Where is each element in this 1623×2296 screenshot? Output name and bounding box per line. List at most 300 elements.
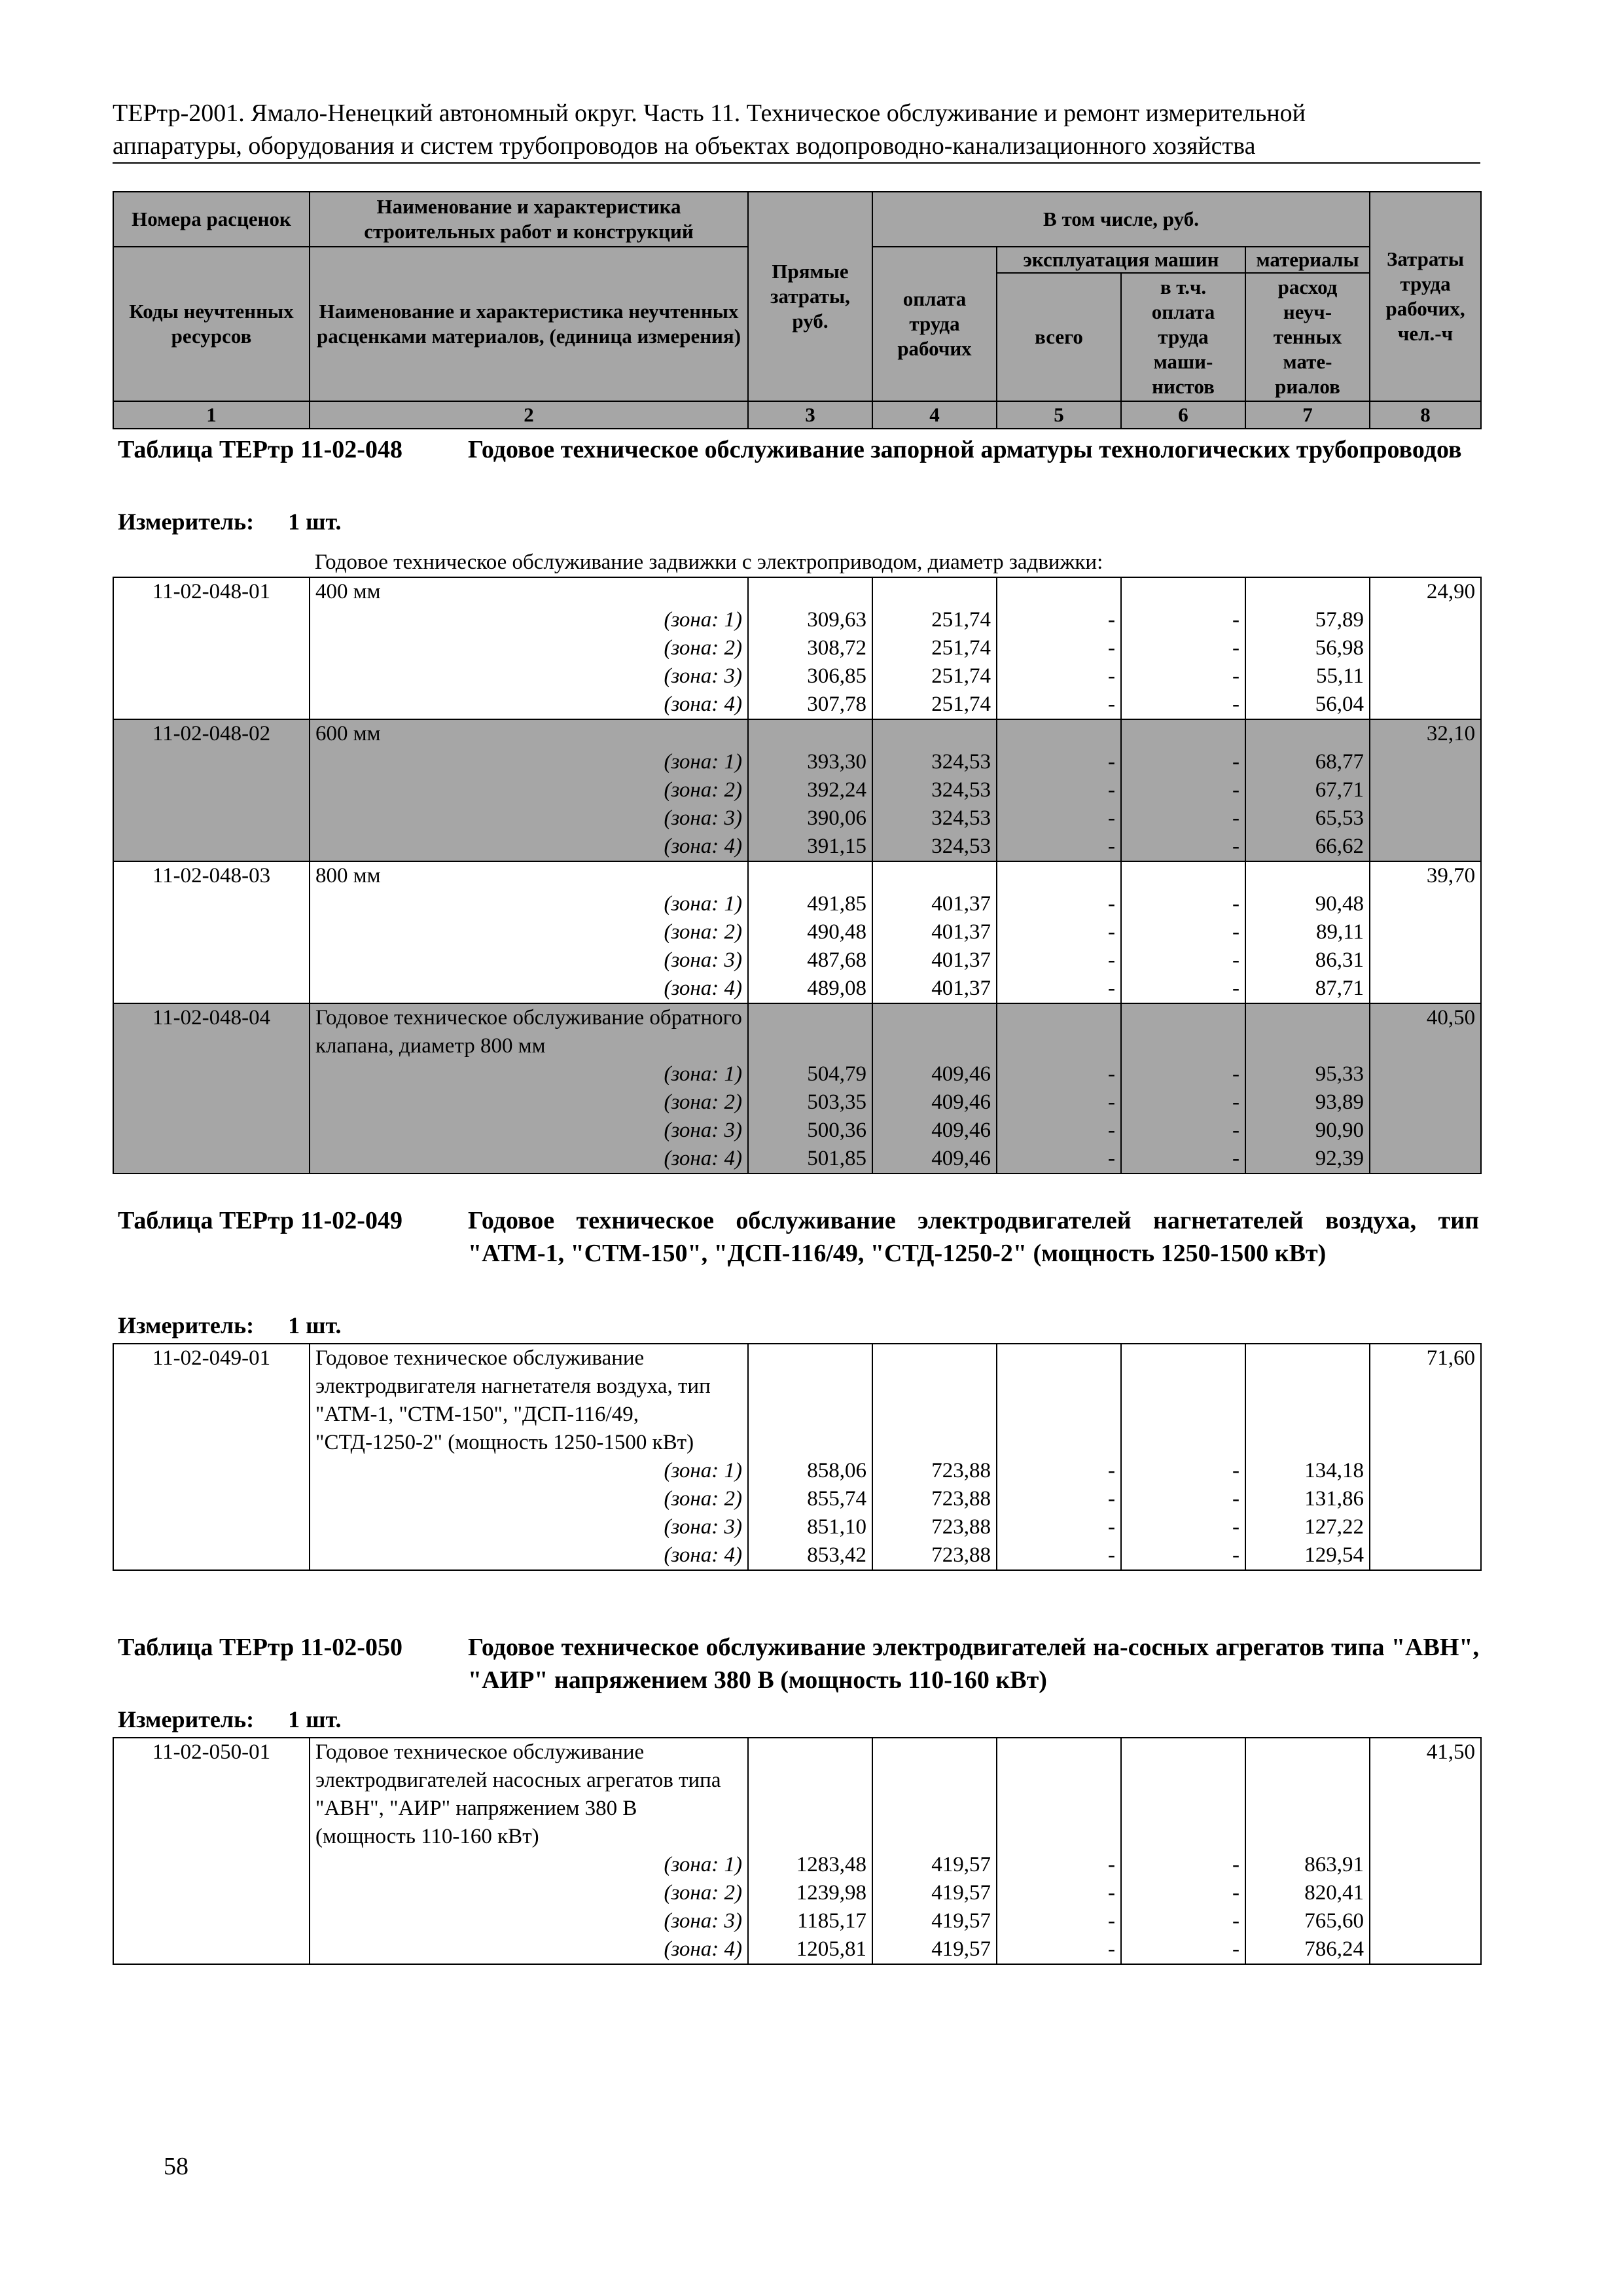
wage-cost: 409,46 — [872, 1088, 997, 1117]
wage-cost: 324,53 — [872, 804, 997, 833]
material-cost: 55,11 — [1245, 662, 1370, 691]
col-header-resource-codes: Коды неучтенных ресурсов — [113, 247, 310, 401]
material-cost: 90,90 — [1245, 1117, 1370, 1145]
rate-name: 600 мм — [310, 719, 748, 748]
table-cell — [1370, 975, 1481, 1003]
col-header-machines: эксплуатация машин — [997, 247, 1245, 273]
table-cell — [113, 890, 310, 918]
table-cell — [1370, 1088, 1481, 1117]
table-row — [113, 577, 1481, 606]
table-row — [113, 719, 1481, 748]
material-cost: 57,89 — [1245, 606, 1370, 634]
table-cell — [872, 861, 997, 890]
col-num: 5 — [997, 401, 1121, 429]
machine-total: - — [997, 1851, 1121, 1879]
table-cell — [1370, 1513, 1481, 1541]
material-cost: 89,11 — [1245, 918, 1370, 946]
machine-total: - — [997, 1485, 1121, 1513]
labor-cost: 24,90 — [1370, 577, 1481, 606]
machine-total: - — [997, 833, 1121, 861]
labor-cost: 41,50 — [1370, 1738, 1481, 1851]
material-cost: 66,62 — [1245, 833, 1370, 861]
material-cost: 786,24 — [1245, 1935, 1370, 1964]
table-cell — [1370, 946, 1481, 975]
material-cost: 820,41 — [1245, 1879, 1370, 1907]
table-row — [113, 776, 1481, 804]
labor-cost: 39,70 — [1370, 861, 1481, 890]
material-cost: 863,91 — [1245, 1851, 1370, 1879]
machinist-wage: - — [1121, 918, 1245, 946]
table-cell — [748, 1344, 872, 1457]
table-cell — [748, 1003, 872, 1060]
wage-cost: 251,74 — [872, 606, 997, 634]
table-cell — [113, 634, 310, 662]
col-num: 1 — [113, 401, 310, 429]
machinist-wage: - — [1121, 1851, 1245, 1879]
table-cell — [1245, 861, 1370, 890]
col-num: 4 — [872, 401, 997, 429]
table-row — [113, 1851, 1481, 1879]
table-cell — [113, 918, 310, 946]
material-cost: 67,71 — [1245, 776, 1370, 804]
machinist-wage: - — [1121, 1935, 1245, 1964]
zone-label: (зона: 2) — [310, 1879, 748, 1907]
col-header-material-usage: расход неуч-тенных мате-риалов — [1245, 273, 1370, 401]
col-header-labor: Затраты труда рабочих, чел.-ч — [1370, 192, 1481, 401]
table-cell — [1121, 861, 1245, 890]
zone-label: (зона: 2) — [310, 634, 748, 662]
direct-cost: 851,10 — [748, 1513, 872, 1541]
table-cell — [113, 1851, 310, 1879]
machine-total: - — [997, 804, 1121, 833]
rate-code: 11-02-048-01 — [113, 577, 310, 606]
zone-label: (зона: 1) — [310, 1457, 748, 1485]
machine-total: - — [997, 946, 1121, 975]
wage-cost: 409,46 — [872, 1117, 997, 1145]
section-title — [118, 1631, 1479, 1696]
material-cost: 68,77 — [1245, 748, 1370, 776]
table-cell — [113, 776, 310, 804]
table-cell — [113, 975, 310, 1003]
table-cell — [113, 691, 310, 719]
measure-unit: 1 шт. — [288, 509, 342, 535]
measure-label: Измеритель: — [118, 1312, 255, 1338]
table-cell — [113, 1145, 310, 1174]
direct-cost: 1239,98 — [748, 1879, 872, 1907]
wage-cost: 723,88 — [872, 1457, 997, 1485]
zone-label: (зона: 3) — [310, 1907, 748, 1935]
table-cell — [997, 719, 1121, 748]
machinist-wage: - — [1121, 691, 1245, 719]
table-cell — [113, 1541, 310, 1570]
wage-cost: 723,88 — [872, 1513, 997, 1541]
table-cell — [113, 548, 310, 577]
col-header-material-name: Наименование и характеристика неучтенных расценками материалов, (единица измерения) — [310, 247, 748, 401]
zone-label: (зона: 1) — [310, 748, 748, 776]
machine-total: - — [997, 975, 1121, 1003]
machine-total: - — [997, 1513, 1121, 1541]
wage-cost: 409,46 — [872, 1060, 997, 1088]
zone-label: (зона: 3) — [310, 1513, 748, 1541]
zone-label: (зона: 4) — [310, 691, 748, 719]
col-header-machines-total: всего — [997, 273, 1121, 401]
col-header-machinist-wages: в т.ч. оплата труда маши-нистов — [1121, 273, 1245, 401]
zone-label: (зона: 2) — [310, 1088, 748, 1117]
material-cost: 86,31 — [1245, 946, 1370, 975]
rate-code: 11-02-050-01 — [113, 1738, 310, 1851]
table-cell — [113, 662, 310, 691]
header-line-2: аппаратуры, оборудования и систем трубопроводов на объектах водопроводно-канализационного хозяйства — [113, 132, 1256, 160]
table-row — [113, 1907, 1481, 1935]
table-cell — [1121, 1344, 1245, 1457]
machine-total: - — [997, 634, 1121, 662]
measure-label: Измеритель: — [118, 1706, 255, 1732]
machinist-wage: - — [1121, 1117, 1245, 1145]
col-header-work-name: Наименование и характеристика строительных работ и конструкций — [310, 192, 748, 247]
material-cost: 95,33 — [1245, 1060, 1370, 1088]
table-cell — [113, 1485, 310, 1513]
machinist-wage: - — [1121, 1907, 1245, 1935]
wage-cost: 401,37 — [872, 918, 997, 946]
page-number: 58 — [164, 2153, 188, 2180]
zone-label: (зона: 1) — [310, 1060, 748, 1088]
column-header-table — [113, 191, 1482, 429]
wage-cost: 324,53 — [872, 748, 997, 776]
wage-cost: 401,37 — [872, 975, 997, 1003]
wage-cost: 419,57 — [872, 1935, 997, 1964]
table-row — [113, 662, 1481, 691]
machinist-wage: - — [1121, 1485, 1245, 1513]
table-cell — [748, 861, 872, 890]
wage-cost: 723,88 — [872, 1485, 997, 1513]
table-cell — [1370, 1060, 1481, 1088]
col-header-wages: оплата труда рабочих — [872, 247, 997, 401]
machinist-wage: - — [1121, 662, 1245, 691]
table-cell — [1121, 1738, 1245, 1851]
machinist-wage: - — [1121, 1541, 1245, 1570]
direct-cost: 500,36 — [748, 1117, 872, 1145]
rates-table — [113, 1737, 1482, 1965]
table-cell — [997, 1344, 1121, 1457]
wage-cost: 324,53 — [872, 833, 997, 861]
table-row — [113, 975, 1481, 1003]
table-row — [113, 1513, 1481, 1541]
machinist-wage: - — [1121, 1879, 1245, 1907]
machine-total: - — [997, 890, 1121, 918]
col-num: 8 — [1370, 401, 1481, 429]
table-row — [113, 1145, 1481, 1174]
machinist-wage: - — [1121, 1088, 1245, 1117]
table-cell — [1370, 804, 1481, 833]
table-cell — [997, 1003, 1121, 1060]
direct-cost: 390,06 — [748, 804, 872, 833]
table-cell — [1370, 833, 1481, 861]
table-row — [113, 861, 1481, 890]
table-row — [113, 890, 1481, 918]
rate-code: 11-02-048-02 — [113, 719, 310, 748]
machine-total: - — [997, 662, 1121, 691]
machinist-wage: - — [1121, 606, 1245, 634]
zone-label: (зона: 3) — [310, 946, 748, 975]
direct-cost: 491,85 — [748, 890, 872, 918]
machinist-wage: - — [1121, 1060, 1245, 1088]
wage-cost: 409,46 — [872, 1145, 997, 1174]
table-cell — [872, 577, 997, 606]
zone-label: (зона: 4) — [310, 833, 748, 861]
machinist-wage: - — [1121, 748, 1245, 776]
direct-cost: 1205,81 — [748, 1935, 872, 1964]
material-cost: 87,71 — [1245, 975, 1370, 1003]
direct-cost: 855,74 — [748, 1485, 872, 1513]
table-cell — [113, 1935, 310, 1964]
zone-label: (зона: 1) — [310, 606, 748, 634]
table-row — [113, 1935, 1481, 1964]
table-cell — [1121, 719, 1245, 748]
rate-name: Годовое техническое обслуживание электродвигателя нагнетателя воздуха, тип "АТМ-1, "СТМ-150", "ДСП-116/49, "СТД-1250-2" (мощность 1250-1500 кВт) — [310, 1344, 748, 1457]
machine-total: - — [997, 748, 1121, 776]
header-line-1: ТЕРтр-2001. Ямало-Ненецкий автономный округ. Часть 11. Техническое обслуживание и ремонт измерительной — [113, 99, 1306, 127]
wage-cost: 401,37 — [872, 890, 997, 918]
table-cell — [113, 1907, 310, 1935]
table-cell — [872, 719, 997, 748]
machinist-wage: - — [1121, 804, 1245, 833]
table-cell — [1370, 1879, 1481, 1907]
table-row — [113, 1738, 1481, 1851]
table-cell — [1370, 1541, 1481, 1570]
table-row — [113, 1485, 1481, 1513]
zone-label: (зона: 2) — [310, 776, 748, 804]
machine-total: - — [997, 1145, 1121, 1174]
table-row — [113, 1060, 1481, 1088]
table-cell — [113, 1088, 310, 1117]
rate-code: 11-02-048-03 — [113, 861, 310, 890]
section-id: Таблица ТЕРтр 11-02-048 — [118, 436, 402, 463]
table-cell — [1245, 719, 1370, 748]
table-cell — [1370, 1145, 1481, 1174]
wage-cost: 251,74 — [872, 662, 997, 691]
measure-unit: 1 шт. — [288, 1706, 342, 1732]
wage-cost: 419,57 — [872, 1851, 997, 1879]
col-header-including: В том числе, руб. — [872, 192, 1370, 247]
zone-label: (зона: 1) — [310, 1851, 748, 1879]
section-title — [118, 1204, 1479, 1270]
table-cell — [1121, 1003, 1245, 1060]
table-cell — [113, 1513, 310, 1541]
table-row — [113, 918, 1481, 946]
table-cell — [113, 1117, 310, 1145]
machinist-wage: - — [1121, 1513, 1245, 1541]
table-cell — [1370, 890, 1481, 918]
material-cost: 56,04 — [1245, 691, 1370, 719]
zone-label: (зона: 4) — [310, 1541, 748, 1570]
table-cell — [1370, 662, 1481, 691]
table-row — [113, 1541, 1481, 1570]
table-cell — [113, 1457, 310, 1485]
table-cell — [1370, 748, 1481, 776]
direct-cost: 489,08 — [748, 975, 872, 1003]
rate-code: 11-02-048-04 — [113, 1003, 310, 1060]
table-cell — [1370, 776, 1481, 804]
machine-total: - — [997, 1879, 1121, 1907]
direct-cost: 309,63 — [748, 606, 872, 634]
table-cell — [113, 946, 310, 975]
material-cost: 134,18 — [1245, 1457, 1370, 1485]
col-header-materials: материалы — [1245, 247, 1370, 273]
material-cost: 65,53 — [1245, 804, 1370, 833]
table-row — [113, 1344, 1481, 1457]
zone-label: (зона: 4) — [310, 1145, 748, 1174]
rate-code: 11-02-049-01 — [113, 1344, 310, 1457]
machinist-wage: - — [1121, 890, 1245, 918]
direct-cost: 487,68 — [748, 946, 872, 975]
section-title — [118, 433, 1479, 466]
labor-cost: 40,50 — [1370, 1003, 1481, 1060]
table-cell — [1370, 606, 1481, 634]
section-name: Годовое техническое обслуживание электродвигателей нагнетателей воздуха, тип "АТМ-1, "СТМ-150", "ДСП-116/49, "СТД-1250-2" (мощность 1250-1500 кВт) — [468, 1207, 1479, 1267]
direct-cost: 1283,48 — [748, 1851, 872, 1879]
direct-cost: 1185,17 — [748, 1907, 872, 1935]
rate-name: 800 мм — [310, 861, 748, 890]
table-cell — [1370, 1457, 1481, 1485]
table-row — [113, 606, 1481, 634]
machine-total: - — [997, 1907, 1121, 1935]
table-row — [113, 748, 1481, 776]
table-cell — [997, 577, 1121, 606]
table-subheader: Годовое техническое обслуживание задвижки с электроприводом, диаметр задвижки: — [315, 550, 1103, 574]
table-row — [113, 1088, 1481, 1117]
machine-total: - — [997, 1541, 1121, 1570]
table-cell — [113, 748, 310, 776]
direct-cost: 307,78 — [748, 691, 872, 719]
table-cell — [1370, 1907, 1481, 1935]
table-row — [113, 1879, 1481, 1907]
table-cell — [997, 1738, 1121, 1851]
machine-total: - — [997, 1088, 1121, 1117]
direct-cost: 490,48 — [748, 918, 872, 946]
table-row — [113, 634, 1481, 662]
table-cell — [1370, 1117, 1481, 1145]
material-cost: 131,86 — [1245, 1485, 1370, 1513]
direct-cost: 308,72 — [748, 634, 872, 662]
machine-total: - — [997, 691, 1121, 719]
table-cell — [872, 1738, 997, 1851]
machine-total: - — [997, 918, 1121, 946]
material-cost: 765,60 — [1245, 1907, 1370, 1935]
col-num: 6 — [1121, 401, 1245, 429]
zone-label: (зона: 2) — [310, 918, 748, 946]
measure-row — [118, 1706, 341, 1733]
machine-total: - — [997, 1935, 1121, 1964]
table-cell — [872, 1344, 997, 1457]
table-cell — [1370, 1935, 1481, 1964]
machine-total: - — [997, 776, 1121, 804]
material-cost: 129,54 — [1245, 1541, 1370, 1570]
wage-cost: 419,57 — [872, 1879, 997, 1907]
col-num: 7 — [1245, 401, 1370, 429]
table-row — [113, 946, 1481, 975]
machine-total: - — [997, 1457, 1121, 1485]
table-row — [113, 1003, 1481, 1060]
zone-label: (зона: 3) — [310, 804, 748, 833]
table-cell — [1245, 1003, 1370, 1060]
zone-label: (зона: 1) — [310, 890, 748, 918]
rate-name: 400 мм — [310, 577, 748, 606]
table-cell — [113, 1879, 310, 1907]
wage-cost: 324,53 — [872, 776, 997, 804]
machinist-wage: - — [1121, 975, 1245, 1003]
machinist-wage: - — [1121, 946, 1245, 975]
table-row — [113, 691, 1481, 719]
rates-table — [113, 548, 1482, 1174]
table-cell — [748, 1738, 872, 1851]
direct-cost: 504,79 — [748, 1060, 872, 1088]
table-row — [113, 1457, 1481, 1485]
table-row — [113, 1117, 1481, 1145]
zone-label: (зона: 4) — [310, 975, 748, 1003]
direct-cost: 392,24 — [748, 776, 872, 804]
machinist-wage: - — [1121, 776, 1245, 804]
table-cell — [748, 719, 872, 748]
subheader-row — [113, 548, 1481, 577]
table-cell — [1245, 577, 1370, 606]
table-cell — [1370, 691, 1481, 719]
zone-label: (зона: 3) — [310, 1117, 748, 1145]
section-id: Таблица ТЕРтр 11-02-050 — [118, 1634, 402, 1661]
wage-cost: 251,74 — [872, 634, 997, 662]
measure-unit: 1 шт. — [288, 1312, 342, 1338]
table-cell — [997, 861, 1121, 890]
machinist-wage: - — [1121, 833, 1245, 861]
table-cell — [748, 577, 872, 606]
col-num: 3 — [748, 401, 872, 429]
machinist-wage: - — [1121, 1457, 1245, 1485]
material-cost: 90,48 — [1245, 890, 1370, 918]
direct-cost: 501,85 — [748, 1145, 872, 1174]
table-row — [113, 804, 1481, 833]
direct-cost: 858,06 — [748, 1457, 872, 1485]
labor-cost: 71,60 — [1370, 1344, 1481, 1457]
table-cell — [1121, 577, 1245, 606]
machinist-wage: - — [1121, 634, 1245, 662]
material-cost: 92,39 — [1245, 1145, 1370, 1174]
direct-cost: 503,35 — [748, 1088, 872, 1117]
wage-cost: 251,74 — [872, 691, 997, 719]
rate-name: Годовое техническое обслуживание электродвигателей насосных агрегатов типа "АВН", "АИР" напряжением 380 В (мощность 110-160 кВт) — [310, 1738, 748, 1851]
material-cost: 127,22 — [1245, 1513, 1370, 1541]
table-cell — [1370, 1851, 1481, 1879]
table-cell — [1370, 918, 1481, 946]
material-cost: 56,98 — [1245, 634, 1370, 662]
table-cell — [113, 833, 310, 861]
table-cell — [113, 1060, 310, 1088]
page-header — [113, 97, 1480, 164]
measure-label: Измеритель: — [118, 509, 255, 535]
machine-total: - — [997, 606, 1121, 634]
machine-total: - — [997, 1117, 1121, 1145]
table-cell — [1370, 634, 1481, 662]
table-cell — [1370, 1485, 1481, 1513]
section-name: Годовое техническое обслуживание запорной арматуры технологических трубопроводов — [468, 436, 1462, 463]
zone-label: (зона: 3) — [310, 662, 748, 691]
machine-total: - — [997, 1060, 1121, 1088]
wage-cost: 401,37 — [872, 946, 997, 975]
wage-cost: 419,57 — [872, 1907, 997, 1935]
table-cell — [1245, 1344, 1370, 1457]
rates-table — [113, 1343, 1482, 1571]
section-id: Таблица ТЕРтр 11-02-049 — [118, 1207, 402, 1234]
direct-cost: 391,15 — [748, 833, 872, 861]
col-num: 2 — [310, 401, 748, 429]
